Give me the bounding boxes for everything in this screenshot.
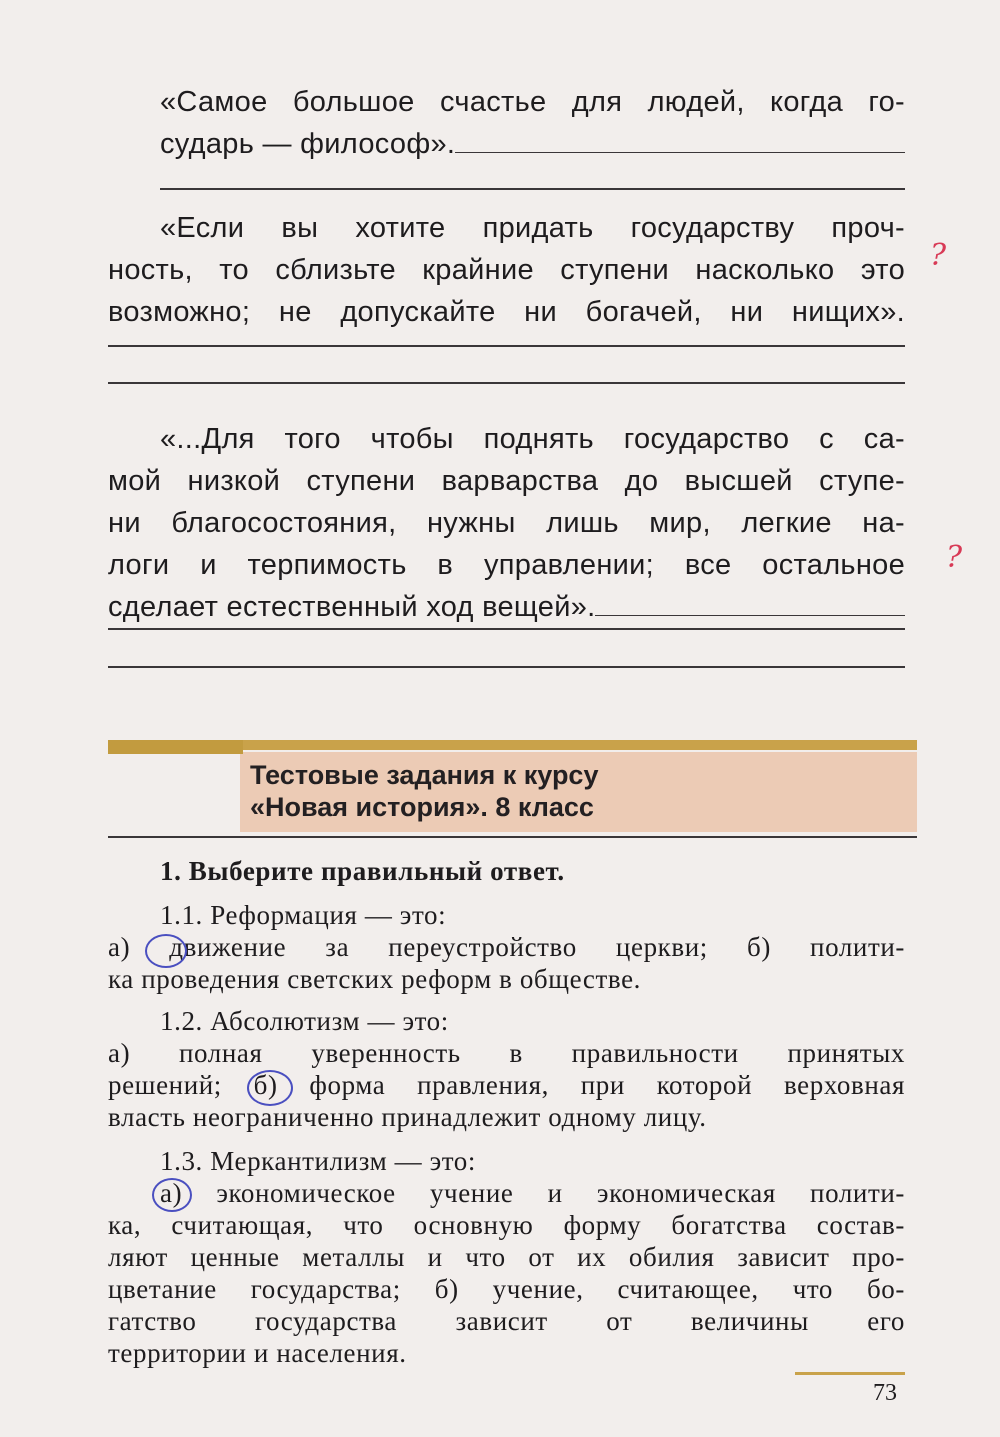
answer-line-text: а) движение за переустройство церкви; б) полити- [108,932,905,962]
quote-2-line: ность, то сблизьте крайние ступени насколько это [108,254,905,286]
page-number: 73 [873,1380,897,1406]
pen-circle-mark [152,1178,192,1212]
answer-line-text: а) экономическое учение и экономическая полити- [160,1178,905,1208]
quote-1-line: «Самое большое счастье для людей, когда го- [160,86,905,118]
page-number-rule [795,1372,905,1375]
answer-line [108,345,905,347]
quote-3-last [108,591,905,624]
question-title: 1.2. Абсолютизм — это: [160,1006,449,1036]
handwritten-question-mark: ? [930,238,947,273]
quote-3-line: сделает естественный ход вещей». [108,591,596,623]
quote-2-line: возможно; не допускайте ни богачей, ни нищих». [108,296,905,328]
quote-3-line: «...Для того чтобы поднять государство с са- [160,423,905,455]
pen-circle-mark [145,934,187,968]
answer-line-text: ляют ценные металлы и что от их обилия зависит про- [108,1242,905,1272]
question-title: 1.3. Меркантилизм — это: [160,1146,477,1176]
quote-1-last [160,128,905,161]
quote-1-line: сударь — философ». [160,128,456,160]
quote-2-line: «Если вы хотите придать государству проч- [160,212,905,244]
handwritten-question-mark: ? [946,540,963,575]
quote-3-line: логи и терпимость в управлении; все остальное [108,549,905,581]
section-title-line: Тестовые задания к курсу [250,760,599,790]
quote-3-line: мой низкой ступени варварства до высшей ступе- [108,465,905,497]
answer-line-text: решений; б) форма правления, при которой верховная [108,1070,905,1100]
answer-line [108,382,905,384]
answer-line-text: цветание государства; б) учение, считающее, что бо- [108,1274,905,1304]
answer-line [595,591,905,616]
task-heading: 1. Выберите правильный ответ. [160,856,565,886]
answer-line [160,188,905,190]
answer-line-text: гатство государства зависит от величины его [108,1306,905,1336]
section-title-line: «Новая история». 8 класс [250,792,594,822]
question-title: 1.1. Реформация — это: [160,900,447,930]
answer-line-text: ка, считающая, что основную форму богатства состав- [108,1210,905,1240]
answer-line-text: ка проведения светских реформ в обществе. [108,964,642,994]
pen-circle-mark [247,1070,293,1106]
divider [108,836,917,838]
section-header-bar-accent [108,740,243,754]
answer-line-text: а) полная уверенность в правильности принятых [108,1038,905,1068]
answer-line-text: власть неограниченно принадлежит одному лицу. [108,1102,707,1132]
answer-line [108,628,905,630]
answer-line-text: территории и населения. [108,1338,407,1368]
answer-line [455,128,905,153]
answer-line [108,666,905,668]
quote-3-line: ни благосостояния, нужны лишь мир, легкие на- [108,507,905,539]
